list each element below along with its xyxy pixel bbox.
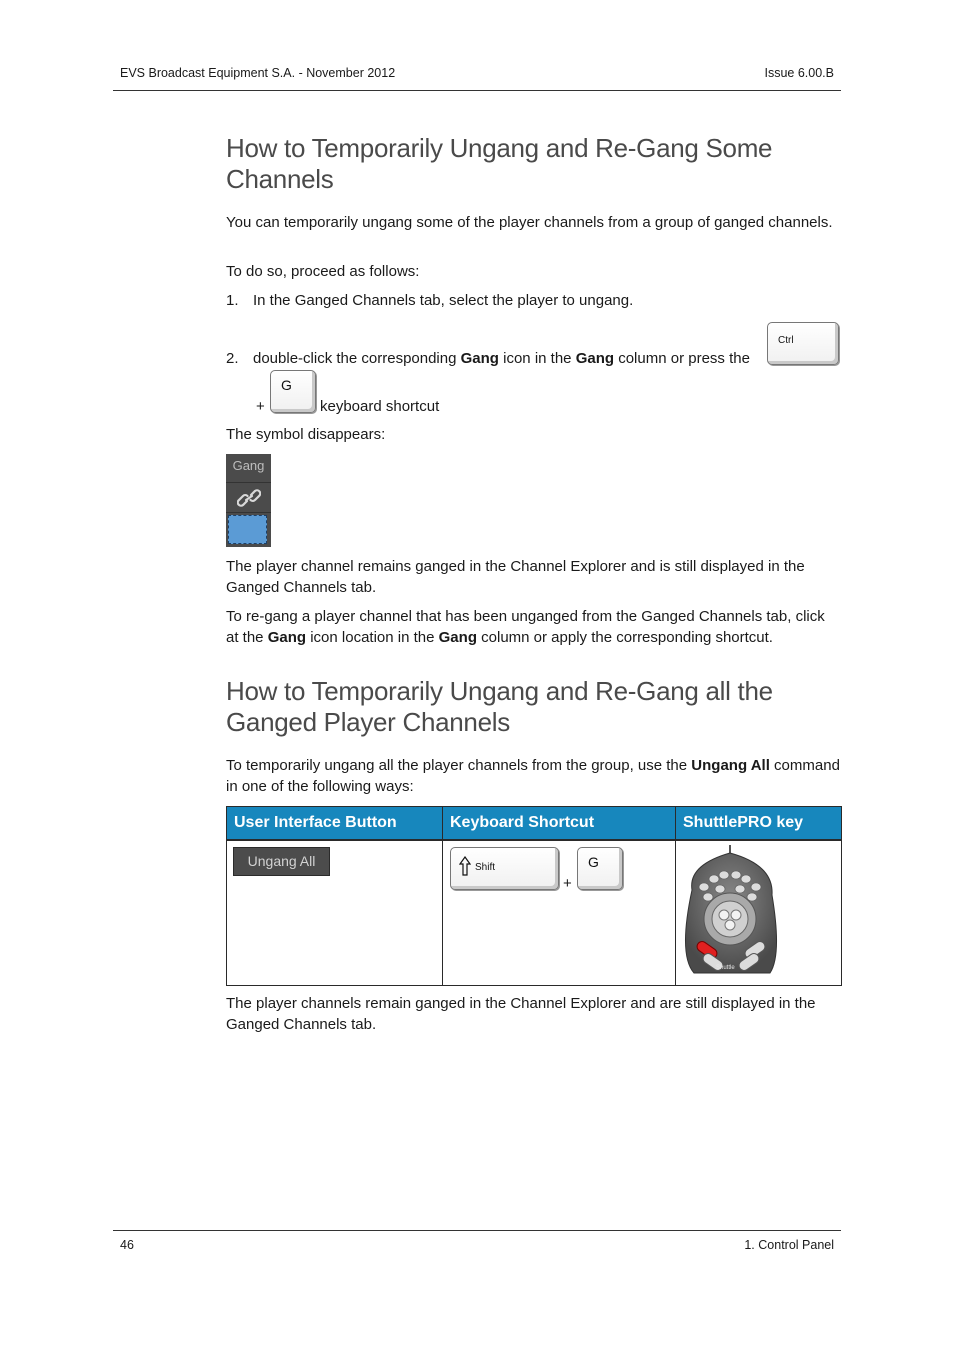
shuttlepro-device-icon [682,845,788,981]
section1-para1: The player channel remains ganged in the Channel Explorer and is still displayed in the Ganged Channels tab. [226,558,805,596]
footer-chapter: 1. Control Panel [744,1238,834,1252]
header-issue: Issue 6.00.B [764,66,834,80]
ungang-all-methods-table [226,806,842,986]
g-key-icon: G [577,847,623,890]
svg-text:Shuttle: Shuttle [716,964,735,971]
keyboard-shortcut-cell [443,840,676,986]
ctrl-key-icon: Ctrl [767,322,839,365]
table-row [227,840,842,986]
table-header-shuttlepro-key: ShuttlePRO key [676,807,842,840]
shift-arrow-icon [459,856,471,876]
symbol-disappears-text: The symbol disappears: [226,426,386,443]
gang-link-icon [237,487,261,509]
ungang-all-button[interactable]: Ungang All [233,847,330,876]
table-header-ui-button: User Interface Button [227,807,443,840]
section1-para2: To re-gang a player channel that has been unganged from the Ganged Channels tab, click at the Gang icon location in the Gang column or apply the corresponding shortcut. [226,608,825,646]
step2-number: 2. [226,350,239,367]
table-header-keyboard-shortcut: Keyboard Shortcut [443,807,676,840]
selected-empty-gang-cell [228,515,267,544]
footer-rule [113,1230,841,1231]
table-header-row [227,807,842,840]
header-rule [113,90,841,91]
step2-shortcut-text: keyboard shortcut [320,398,440,415]
section1-title: How to Temporarily Ungang and Re-Gang Some Channels [226,133,773,194]
step1-text: In the Ganged Channels tab, select the player to ungang. [253,292,634,309]
section2-closing: The player channels remain ganged in the Channel Explorer and are still displayed in the Ganged Channels tab. [226,995,816,1033]
step2 [226,348,766,369]
shuttlepro-key-cell [676,840,842,986]
section1-intro: You can temporarily ungang some of the player channels from a group of ganged channels. [226,214,833,231]
ui-button-cell [227,840,443,986]
section2-title: How to Temporarily Ungang and Re-Gang all the Ganged Player Channels [226,676,773,737]
step1 [226,290,841,311]
gang-column-header: Gang [232,458,265,473]
shift-key-icon: Shift [450,847,559,890]
shortcut-plus: + [563,874,572,892]
gang-column-panel [226,454,271,547]
section2-intro: To temporarily ungang all the player channels from the group, use the Ungang All command in one of the following ways: [226,757,840,795]
header-document-info: EVS Broadcast Equipment S.A. - November 2012 [120,66,396,80]
g-key-icon: G [270,370,316,413]
footer-page-number: 46 [120,1238,134,1252]
section1-proceed: To do so, proceed as follows: [226,263,420,280]
step2-text: double-click the corresponding Gang icon in the Gang column or press the [253,350,750,367]
step1-number: 1. [226,292,239,309]
step2-plus: + [256,398,265,415]
